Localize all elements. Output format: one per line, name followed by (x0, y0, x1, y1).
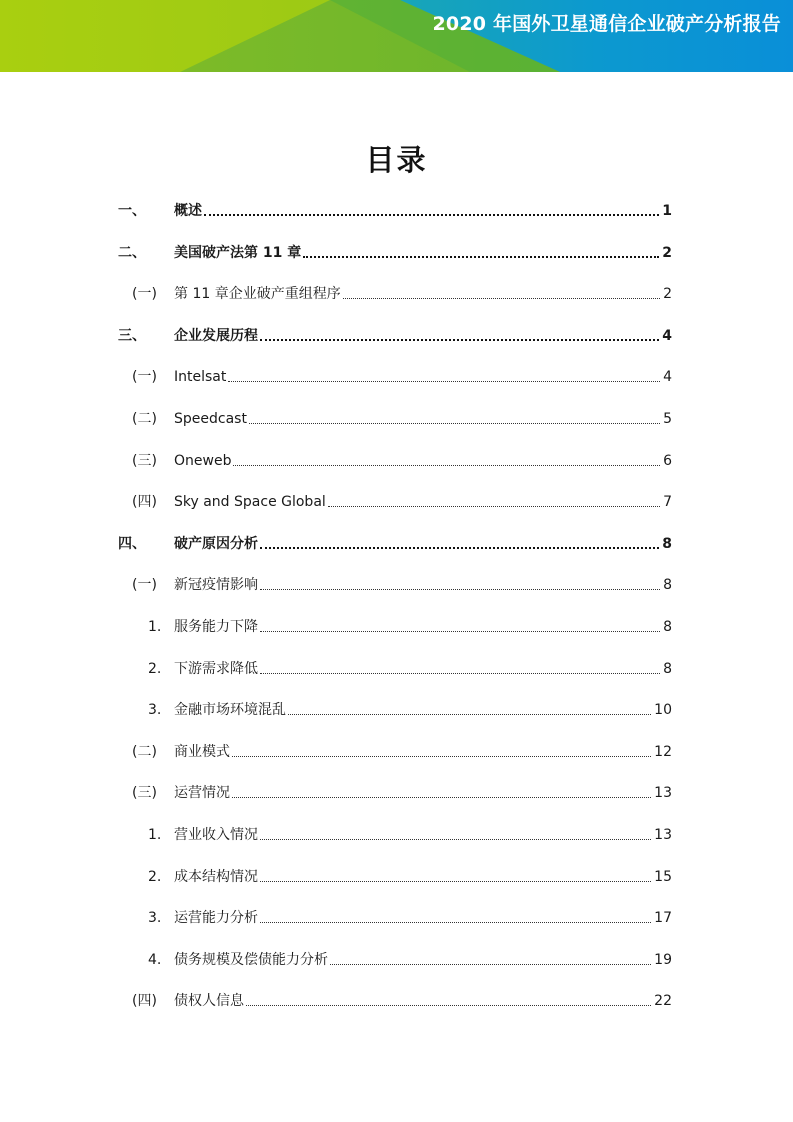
toc-entry-page[interactable]: 19 (654, 952, 672, 968)
toc-entry[interactable] (0, 199, 793, 223)
toc-entry-text[interactable]: Sky and Space Global (174, 494, 326, 510)
toc-entry-number: 4. (148, 952, 162, 968)
toc-entry-text[interactable]: 营业收入情况 (174, 827, 258, 843)
toc-entry-page[interactable]: 2 (663, 286, 672, 302)
toc-entry[interactable] (0, 241, 793, 265)
toc-entry-number: 1. (148, 619, 162, 635)
toc-heading: 目录 (365, 143, 428, 177)
toc-entry-page[interactable]: 4 (662, 328, 672, 344)
toc-leader-dots (246, 1005, 651, 1006)
toc-entry-number: (四) (132, 993, 157, 1009)
toc-entry[interactable] (0, 657, 793, 681)
toc-entry-page[interactable]: 10 (654, 702, 672, 718)
toc-entry-page[interactable]: 4 (663, 369, 672, 385)
toc-leader-dots (260, 339, 659, 341)
toc-leader-dots (260, 673, 660, 674)
toc-leader-dots (228, 381, 660, 382)
toc-entry-number: (二) (132, 744, 157, 760)
toc-leader-dots (260, 547, 659, 549)
toc-leader-dots (260, 922, 651, 923)
toc-entry-number: 1. (148, 827, 162, 843)
toc-leader-dots (330, 964, 651, 965)
toc-entry[interactable] (0, 532, 793, 556)
toc-entry-number: 3. (148, 702, 162, 718)
toc-entry-text[interactable]: 成本结构情况 (174, 869, 258, 885)
toc-entry-number: 二、 (118, 245, 146, 261)
toc-entry-page[interactable]: 6 (663, 453, 672, 469)
toc-entry-page[interactable]: 2 (662, 245, 672, 261)
toc-entry-text[interactable]: 债务规模及偿债能力分析 (174, 952, 328, 968)
toc-entry-text[interactable]: Oneweb (174, 453, 232, 469)
toc-leader-dots (260, 881, 651, 882)
toc-entry[interactable] (0, 989, 793, 1013)
toc-entry[interactable] (0, 324, 793, 348)
toc-entry[interactable] (0, 282, 793, 306)
toc-entry-text[interactable]: 第 11 章企业破产重组程序 (174, 286, 341, 302)
toc-entry[interactable] (0, 823, 793, 847)
header-banner (0, 0, 793, 72)
toc-entry[interactable] (0, 781, 793, 805)
toc-entry-page[interactable]: 5 (663, 411, 672, 427)
toc-entry-text[interactable]: Speedcast (174, 411, 247, 427)
toc-entry-page[interactable]: 1 (662, 203, 672, 219)
toc-entry-text[interactable]: 运营情况 (174, 785, 230, 801)
toc-entry-number: (一) (132, 577, 157, 593)
toc-leader-dots (260, 631, 660, 632)
toc-entry-number: (三) (132, 453, 157, 469)
toc-entry-text[interactable]: 概述 (174, 203, 202, 219)
toc-entry-text[interactable]: 金融市场环境混乱 (174, 702, 286, 718)
toc-entry-number: 一、 (118, 203, 146, 219)
toc-entry[interactable] (0, 407, 793, 431)
toc-entry[interactable] (0, 573, 793, 597)
toc-entry[interactable] (0, 365, 793, 389)
toc-leader-dots (232, 756, 651, 757)
toc-entry[interactable] (0, 490, 793, 514)
toc-entry-text[interactable]: 债权人信息 (174, 993, 244, 1009)
toc-leader-dots (303, 256, 659, 258)
toc-leader-dots (328, 506, 660, 507)
toc-entry[interactable] (0, 615, 793, 639)
toc-entry-page[interactable]: 15 (654, 869, 672, 885)
toc-entry[interactable] (0, 740, 793, 764)
report-title: 2020 年国外卫星通信企业破产分析报告 (432, 13, 781, 35)
toc-leader-dots (260, 589, 660, 590)
toc-entry-page[interactable]: 8 (663, 577, 672, 593)
toc-entry[interactable] (0, 906, 793, 930)
toc-entry-page[interactable]: 8 (663, 661, 672, 677)
toc-entry-number: (一) (132, 286, 157, 302)
toc-entry-number: (三) (132, 785, 157, 801)
toc-entry-page[interactable]: 22 (654, 993, 672, 1009)
toc-entry-number: (二) (132, 411, 157, 427)
toc-entry-page[interactable]: 17 (654, 910, 672, 926)
toc-entry-page[interactable]: 13 (654, 827, 672, 843)
toc-entry-number: (四) (132, 494, 157, 510)
toc-leader-dots (232, 797, 651, 798)
toc-entry-number: 四、 (118, 536, 146, 552)
toc-leader-dots (204, 214, 659, 216)
toc-entry-text[interactable]: 破产原因分析 (174, 536, 258, 552)
toc-leader-dots (343, 298, 660, 299)
toc-entry-page[interactable]: 8 (662, 536, 672, 552)
toc-leader-dots (249, 423, 660, 424)
toc-entry-number: 3. (148, 910, 162, 926)
toc-entry[interactable] (0, 865, 793, 889)
toc-entry-text[interactable]: Intelsat (174, 369, 227, 385)
toc-entry-text[interactable]: 美国破产法第 11 章 (174, 245, 302, 261)
toc-entry[interactable] (0, 449, 793, 473)
toc-entry-page[interactable]: 8 (663, 619, 672, 635)
toc-entry[interactable] (0, 948, 793, 972)
toc-entry-text[interactable]: 服务能力下降 (174, 619, 258, 635)
toc-entry[interactable] (0, 698, 793, 722)
toc-entry-number: 2. (148, 661, 162, 677)
toc-entry-page[interactable]: 7 (663, 494, 672, 510)
toc-leader-dots (260, 839, 651, 840)
toc-entry-page[interactable]: 12 (654, 744, 672, 760)
toc-entry-text[interactable]: 新冠疫情影响 (174, 577, 258, 593)
toc-leader-dots (288, 714, 651, 715)
toc-entry-text[interactable]: 企业发展历程 (174, 328, 258, 344)
toc-entry-text[interactable]: 下游需求降低 (174, 661, 258, 677)
toc-entry-number: 三、 (118, 328, 146, 344)
toc-entry-number: 2. (148, 869, 162, 885)
toc-leader-dots (233, 465, 660, 466)
toc-entry-number: (一) (132, 369, 157, 385)
toc-entry-text[interactable]: 商业模式 (174, 744, 230, 760)
toc-entry-page[interactable]: 13 (654, 785, 672, 801)
toc-entry-text[interactable]: 运营能力分析 (174, 910, 258, 926)
